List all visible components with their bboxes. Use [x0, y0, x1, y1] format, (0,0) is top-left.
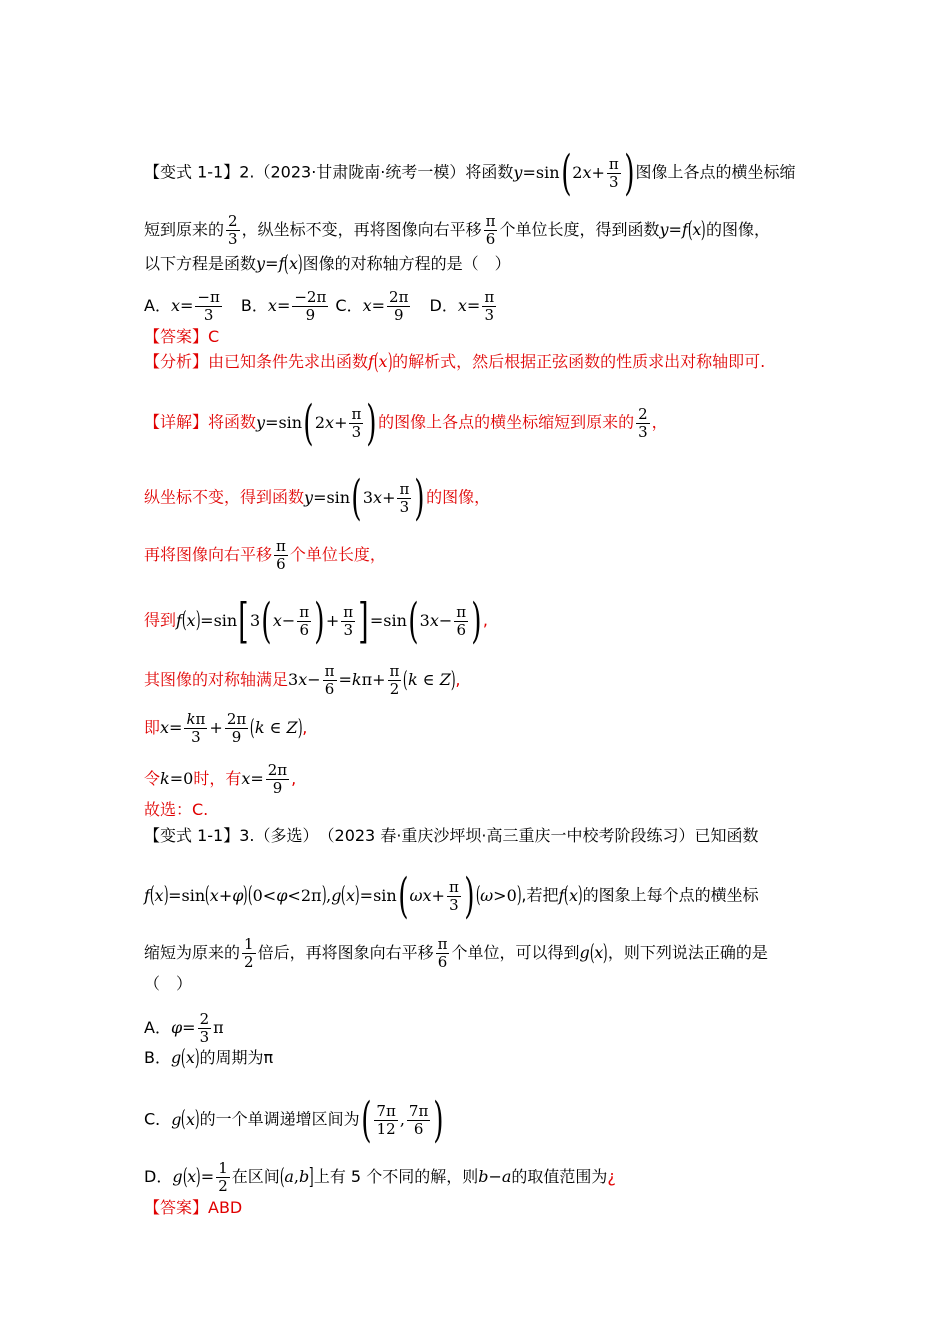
q2-step1-text: 纵坐标不变，得到函数 [144, 487, 305, 507]
q2-line3-tail: 图像的对称轴方程的是（ ） [302, 254, 511, 273]
formula-step6: x= $\frac{2\pi}{9}$ [241, 761, 288, 797]
option-c-label: C． [335, 296, 363, 315]
formula-g-x: g(x) [579, 940, 608, 966]
option-b-formula: x= $\frac{-2\pi}{9}$ [267, 288, 327, 324]
formula-y-sin: y=sin(2x+ $\frac{\pi}{3}$ ) [513, 145, 635, 201]
q2-step2 [144, 538, 386, 573]
q2-conclusion: 故选：C. [144, 800, 209, 819]
q2-line1-text: 将函数 [465, 162, 514, 182]
q2-line1-tail: 图像上各点的横坐标缩 [635, 162, 796, 182]
q2-step2-tail: 个单位长度， [289, 545, 386, 564]
q3-option-d-tail: 的取值范围为 [511, 1167, 608, 1186]
q2-detail-label: 【详解】将函数 [144, 412, 257, 432]
q3-option-d-mid: 上有 5 个不同的解，则 [313, 1167, 479, 1186]
q3-answer: 【答案】ABD [144, 1198, 243, 1217]
q3-option-b-formula: g(x) [170, 1045, 200, 1071]
q2-source: （2023·甘肃陇南·统考一模） [254, 162, 466, 182]
q2-line1 [144, 145, 796, 201]
q2-line2-mid2: 个单位长度，得到函数 [499, 220, 660, 239]
q2-step6-text-b: 时，有 [193, 769, 242, 788]
q3-option-d-text: 在区间 [231, 1167, 280, 1186]
q2-step1 [144, 470, 491, 526]
q3-line2 [144, 868, 759, 924]
formula-detail-y-sin: y=sin(2x+ $\frac{\pi}{3}$ ) [256, 395, 377, 451]
fraction-2-3: $\frac{2}{3}$ [228, 212, 238, 248]
q3-line2-tail2: 的图象上每个点的横坐标 [582, 885, 759, 905]
formula-f-x: f(x) [368, 349, 393, 375]
q3-option-b-text: 的周期为π [199, 1048, 274, 1067]
fraction-1-2: $\frac{1}{2}$ [244, 935, 254, 971]
fraction-2-3-detail: $\frac{2}{3}$ [638, 404, 648, 441]
q2-step3-text: 得到 [144, 610, 177, 630]
q3-line1 [144, 826, 759, 846]
q3-option-a-label: A． [144, 1018, 171, 1037]
fraction-pi-6-q3: $\frac{\pi}{6}$ [437, 935, 448, 971]
q2-analysis-tail: 的解析式，然后根据正弦函数的性质求出对称轴即可. [392, 352, 766, 371]
q3-tag: 【变式 1-1】 [144, 826, 240, 845]
q2-step4: 其图像的对称轴满足3x− $\frac{\pi}{6}$ =kπ+ $\frac{\pi}{2}$ (k ∈ Z), [144, 662, 461, 698]
formula-step5: x= $\frac{k\pi}{3}$ + $\frac{2\pi}{9}$ (k ∈ Z) [160, 710, 303, 746]
q2-line2-tail: 的图像， [706, 220, 771, 239]
q3-option-c-text: 的一个单调递增区间为 [199, 1109, 360, 1129]
q2-line3-text: 以下方程是函数 [144, 254, 257, 273]
q2-options [144, 289, 498, 324]
q3-option-b [144, 1045, 274, 1071]
q2-tag: 【变式 1-1】 [144, 162, 240, 182]
q3-option-d-b-minus-a: b−a [478, 1167, 512, 1186]
q3-option-c-label: C． [144, 1109, 172, 1129]
q3-option-c-g: g(x) [171, 1107, 200, 1132]
q2-line2-text: 短到原来的 [144, 220, 225, 239]
option-d-label: D． [429, 296, 458, 315]
q3-line3-tail: ，则下列说法正确的是 [607, 943, 768, 962]
q2-step3: 得到f(x)=sin[3(x− $\frac{\pi}{6}$ )+ $\frac{\pi}{3}$ ]=sin(3x− $\frac{\pi}{6}$ ), [144, 593, 488, 649]
q2-detail: 【详解】将函数y=sin(2x+ $\frac{\pi}{3}$ )的图像上各点的横坐标缩短到原来的 $\frac{2}{3}$ ， [144, 395, 668, 451]
formula-k-zero: k=0 [160, 769, 194, 788]
formula-step3: f(x)=sin[3(x− $\frac{\pi}{6}$ )+ $\frac{\pi}{3}$ ]=sin(3x− $\frac{\pi}{6}$ ) [176, 593, 482, 649]
q3-line3 [144, 936, 768, 971]
q3-option-c-interval: ( $\frac{7\pi}{12}$ , $\frac{7\pi}{6}$ ) [360, 1092, 444, 1148]
q3-option-a [144, 1011, 224, 1046]
q3-number: 3.（多选） [239, 826, 319, 845]
q2-number: 2. [239, 162, 255, 182]
q3-option-c [144, 1092, 445, 1148]
q2-step5: 即x= $\frac{k\pi}{3}$ + $\frac{2\pi}{9}$ (k ∈ Z), [144, 710, 308, 746]
q2-line3 [144, 251, 511, 277]
q2-analysis-text: 【分析】由已知条件先求出函数 [144, 352, 369, 371]
q2-step5-text: 即 [144, 718, 161, 737]
q2-step2-text: 再将图像向右平移 [144, 545, 273, 564]
formula-f-def: f(x)=sin(x+φ)(0<φ<2π),g(x)=sin(ωx+ $\frac{\pi}{3}$ )(ω>0) [144, 868, 522, 924]
formula-step4: 3x− $\frac{\pi}{6}$ =kπ+ $\frac{\pi}{2}$ (k ∈ Z) [288, 662, 456, 698]
q2-line2-mid: ，纵坐标不变，再将图像向右平移 [241, 220, 482, 239]
q2-step6-text-a: 令 [144, 769, 161, 788]
q3-option-d-label: D． [144, 1167, 173, 1186]
option-a-label: A． [144, 296, 171, 315]
q3-line3-mid2: 个单位，可以得到 [451, 943, 580, 962]
q3-option-d-glyph: ¿ [607, 1167, 616, 1186]
formula-y-f-x-2: y=f(x) [256, 251, 303, 277]
option-b-label: B． [240, 296, 268, 315]
formula-f-x-q3: f(x) [558, 883, 583, 908]
q3-source: （2023 春·重庆沙坪坝·高三重庆一中校考阶段练习）已知函数 [326, 826, 759, 845]
fraction-pi-6: $\frac{\pi}{6}$ [485, 212, 496, 248]
formula-step1: y=sin(3x+ $\frac{\pi}{3}$ ) [304, 470, 425, 526]
q2-step4-text: 其图像的对称轴满足 [144, 670, 289, 689]
q2-analysis [144, 349, 766, 375]
q3-option-d [144, 1160, 616, 1195]
formula-y-f-x: y=f(x) [659, 217, 707, 243]
q2-line2 [144, 213, 770, 248]
q2-step1-tail: 的图像， [426, 487, 491, 507]
q3-line3-mid: 倍后，再将图象向右平移 [257, 943, 434, 962]
option-a-formula: x= $\frac{-\pi}{3}$ [170, 288, 220, 324]
fraction-pi-6-step2: $\frac{\pi}{6}$ [276, 537, 286, 573]
q3-option-b-label: B． [144, 1048, 171, 1067]
option-c-formula: x= $\frac{2\pi}{9}$ [362, 288, 409, 324]
q3-option-a-formula: φ= $\frac{2}{3}$ π [170, 1010, 224, 1046]
q3-line2-tail: ,若把 [521, 885, 559, 905]
q3-option-d-interval: (a,b] [279, 1164, 314, 1190]
q2-detail-tail: 的图像上各点的横坐标缩短到原来的 [378, 412, 635, 432]
q2-answer: 【答案】C [144, 327, 220, 346]
q3-line3-text: 缩短为原来的 [144, 943, 241, 962]
option-d-formula: x= $\frac{\pi}{3}$ [457, 288, 495, 324]
q2-step6: 令k=0时，有x= $\frac{2\pi}{9}$ , [144, 761, 297, 797]
q3-blank: （ ） [144, 974, 193, 993]
q3-option-d-eq: g(x)= $\frac{1}{2}$ [172, 1159, 228, 1195]
